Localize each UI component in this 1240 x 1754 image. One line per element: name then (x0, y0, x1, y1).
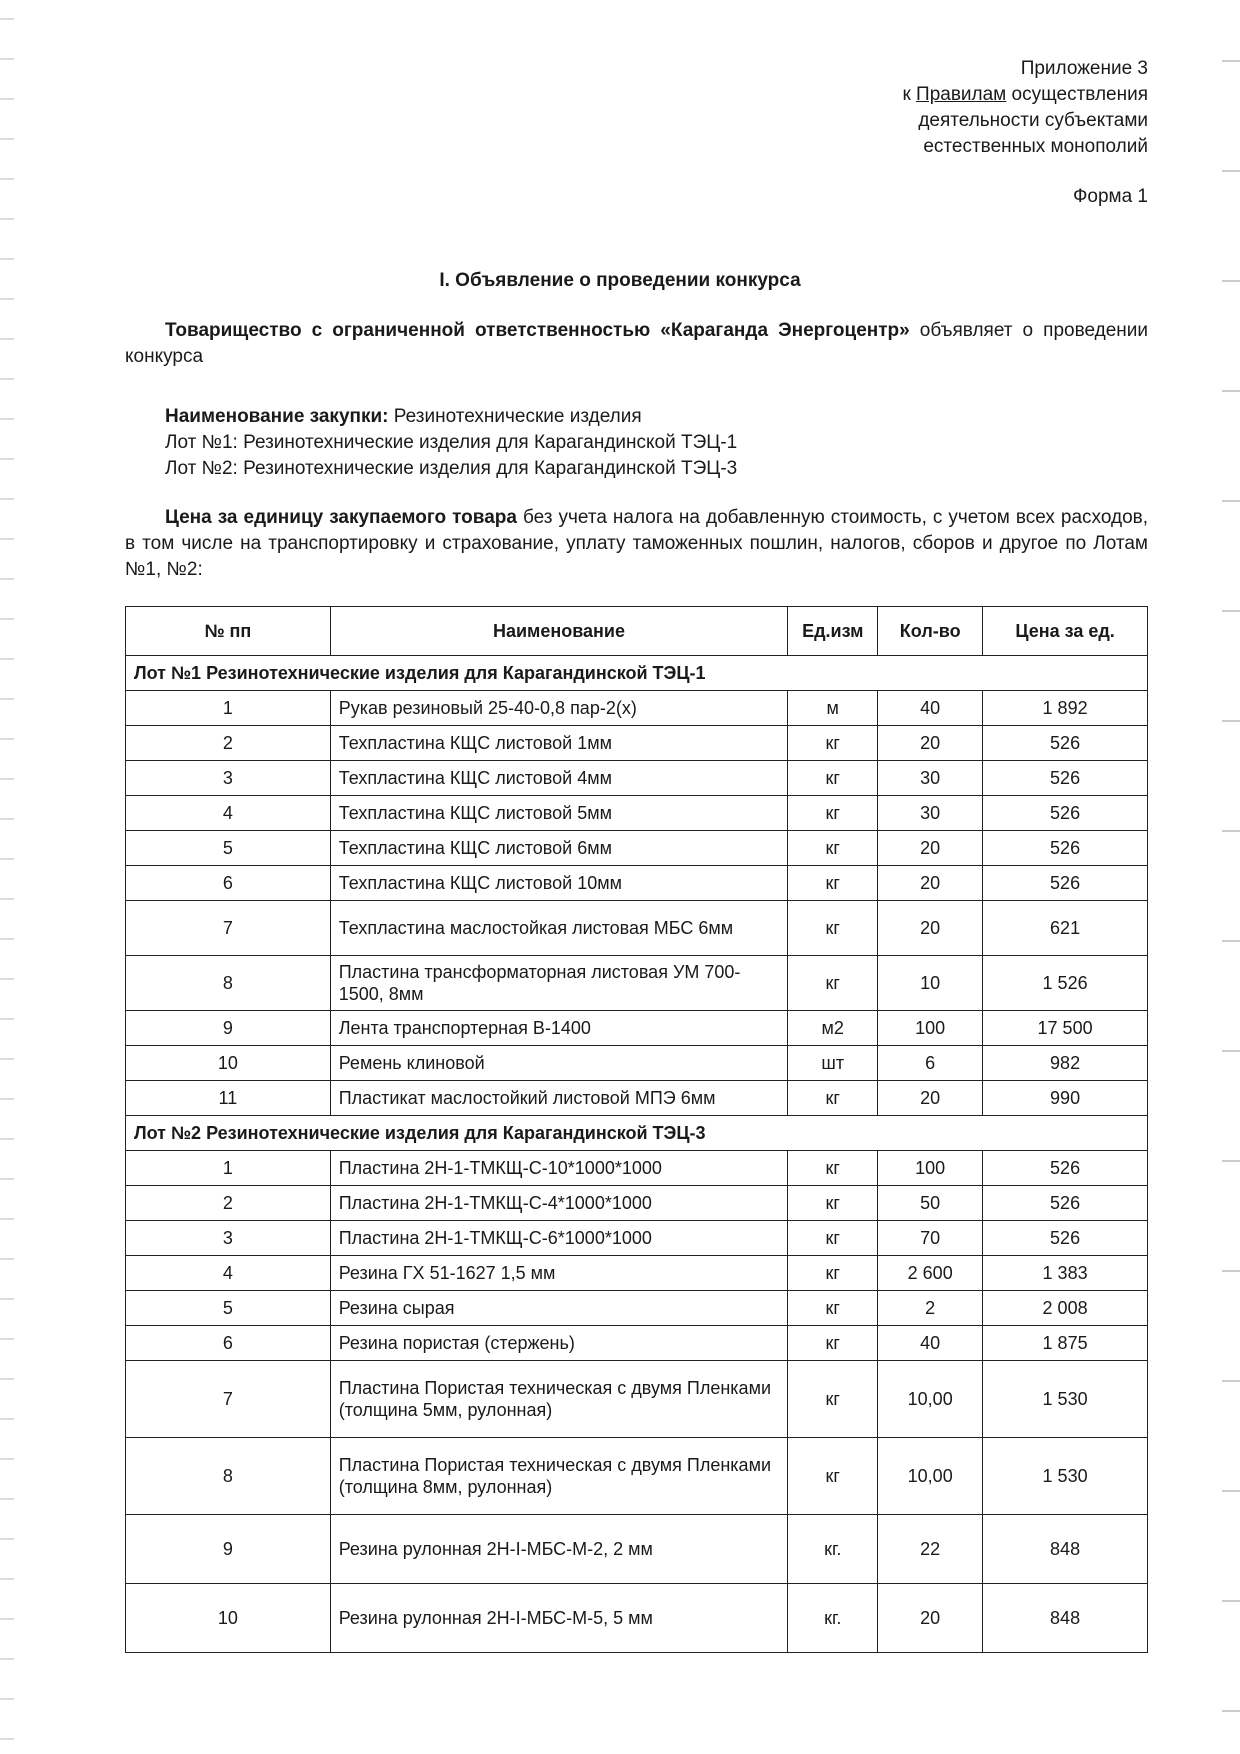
cell-name: Резина пористая (стержень) (330, 1326, 788, 1361)
cell-unit: кг (788, 1438, 878, 1515)
cell-unit: кг. (788, 1515, 878, 1584)
cell-number: 8 (126, 1438, 331, 1515)
cell-number: 4 (126, 1256, 331, 1291)
cell-name: Пластина Пористая техническая с двумя Пленками (толщина 5мм, рулонная) (330, 1361, 788, 1438)
cell-price: 526 (983, 761, 1148, 796)
cell-quantity: 20 (878, 1584, 983, 1653)
table-row (126, 761, 1148, 796)
cell-unit: кг (788, 1361, 878, 1438)
cell-name: Рукав резиновый 25-40-0,8 пар-2(х) (330, 691, 788, 726)
cell-name: Резина сырая (330, 1291, 788, 1326)
cell-name: Техпластина КЩС листовой 10мм (330, 866, 788, 901)
cell-number: 6 (126, 1326, 331, 1361)
cell-number: 10 (126, 1046, 331, 1081)
cell-number: 7 (126, 901, 331, 956)
cell-number: 8 (126, 956, 331, 1011)
cell-quantity: 70 (878, 1221, 983, 1256)
cell-unit: кг (788, 956, 878, 1011)
cell-number: 4 (126, 796, 331, 831)
header-number: № пп (126, 607, 331, 656)
cell-price: 526 (983, 1221, 1148, 1256)
cell-name: Резина рулонная 2Н-I-МБС-М-5, 5 мм (330, 1584, 788, 1653)
cell-unit: шт (788, 1046, 878, 1081)
table-row (126, 1046, 1148, 1081)
purchase-label: Наименование закупки: (165, 406, 389, 427)
price-note-paragraph (125, 505, 1148, 583)
cell-name: Резина рулонная 2Н-I-МБС-М-2, 2 мм (330, 1515, 788, 1584)
cell-unit: м2 (788, 1011, 878, 1046)
cell-unit: кг (788, 1151, 878, 1186)
price-note-bold: Цена за единицу закупаемого товара (165, 507, 517, 528)
cell-quantity: 6 (878, 1046, 983, 1081)
cell-quantity: 2 (878, 1291, 983, 1326)
cell-name: Техпластина КЩС листовой 4мм (330, 761, 788, 796)
cell-price: 990 (983, 1081, 1148, 1116)
cell-unit: кг (788, 1326, 878, 1361)
purchase-lot-1: Лот №1: Резинотехнические изделия для Карагандинской ТЭЦ-1 (165, 432, 738, 453)
lot-2-title: Лот №2 Резинотехнические изделия для Карагандинской ТЭЦ-3 (126, 1116, 1148, 1151)
cell-number: 5 (126, 831, 331, 866)
appendix-line-1: Приложение 3 (1020, 58, 1148, 79)
lot-1-title: Лот №1 Резинотехнические изделия для Карагандинской ТЭЦ-1 (126, 656, 1148, 691)
table-row (126, 691, 1148, 726)
cell-number: 3 (126, 761, 331, 796)
cell-quantity: 20 (878, 866, 983, 901)
cell-number: 2 (126, 1186, 331, 1221)
table-row (126, 1221, 1148, 1256)
cell-unit: кг (788, 901, 878, 956)
cell-unit: кг (788, 761, 878, 796)
cell-quantity: 50 (878, 1186, 983, 1221)
intro-paragraph (125, 318, 1148, 370)
cell-unit: кг (788, 1291, 878, 1326)
cell-price: 1 383 (983, 1256, 1148, 1291)
appendix-line-3: деятельности субъектами (918, 110, 1148, 131)
cell-name: Пластина Пористая техническая с двумя Пленками (толщина 8мм, рулонная) (330, 1438, 788, 1515)
scan-edge-right (1222, 0, 1240, 1754)
cell-price: 1 530 (983, 1438, 1148, 1515)
table-row (126, 1256, 1148, 1291)
cell-number: 1 (126, 1151, 331, 1186)
scan-edge-left (0, 0, 14, 1754)
cell-price: 1 530 (983, 1361, 1148, 1438)
page-title: I. Объявление о проведении конкурса (439, 270, 801, 291)
table-row (126, 1011, 1148, 1046)
form-label: Форма 1 (1072, 186, 1148, 207)
cell-quantity: 100 (878, 1151, 983, 1186)
cell-unit: кг. (788, 1584, 878, 1653)
table-row (126, 1515, 1148, 1584)
cell-number: 2 (126, 726, 331, 761)
cell-name: Техпластина КЩС листовой 6мм (330, 831, 788, 866)
cell-quantity: 10 (878, 956, 983, 1011)
cell-unit: кг (788, 1256, 878, 1291)
cell-number: 5 (126, 1291, 331, 1326)
purchase-name-line (165, 404, 737, 430)
cell-price: 526 (983, 726, 1148, 761)
cell-name: Пластина трансформаторная листовая УМ 700-1500, 8мм (330, 956, 788, 1011)
cell-number: 9 (126, 1011, 331, 1046)
cell-unit: кг (788, 796, 878, 831)
cell-quantity: 10,00 (878, 1438, 983, 1515)
cell-price: 526 (983, 866, 1148, 901)
appendix-line-4: естественных монополий (923, 136, 1148, 157)
cell-quantity: 20 (878, 726, 983, 761)
cell-quantity: 100 (878, 1011, 983, 1046)
cell-price: 982 (983, 1046, 1148, 1081)
cell-name: Пластина 2Н-1-ТМКЩ-С-4*1000*1000 (330, 1186, 788, 1221)
cell-unit: м (788, 691, 878, 726)
cell-name: Пластина 2Н-1-ТМКЩ-С-10*1000*1000 (330, 1151, 788, 1186)
cell-price: 526 (983, 796, 1148, 831)
cell-name: Резина ГХ 51-1627 1,5 мм (330, 1256, 788, 1291)
table-row (126, 1584, 1148, 1653)
table-header-row (126, 607, 1148, 656)
cell-number: 7 (126, 1361, 331, 1438)
cell-unit: кг (788, 1186, 878, 1221)
table-row (126, 1438, 1148, 1515)
cell-unit: кг (788, 866, 878, 901)
header-price: Цена за ед. (983, 607, 1148, 656)
table-row (126, 901, 1148, 956)
appendix-line-2 (902, 82, 1148, 108)
cell-quantity: 20 (878, 1081, 983, 1116)
appendix-line-2-suffix: осуществления (1006, 84, 1148, 105)
cell-number: 6 (126, 866, 331, 901)
cell-name: Ремень клиновой (330, 1046, 788, 1081)
cell-quantity: 40 (878, 1326, 983, 1361)
rules-link[interactable]: Правилам (916, 84, 1007, 105)
header-quantity: Кол-во (878, 607, 983, 656)
appendix-header (902, 56, 1148, 160)
header-unit: Ед.изм (788, 607, 878, 656)
table-row (126, 1291, 1148, 1326)
cell-price: 526 (983, 1186, 1148, 1221)
header-name: Наименование (330, 607, 788, 656)
cell-quantity: 10,00 (878, 1361, 983, 1438)
cell-name: Техпластина маслостойкая листовая МБС 6мм (330, 901, 788, 956)
cell-price: 1 875 (983, 1326, 1148, 1361)
cell-price: 621 (983, 901, 1148, 956)
lot-2-title-row (126, 1116, 1148, 1151)
cell-price: 848 (983, 1515, 1148, 1584)
organization-name: Товарищество с ограниченной ответственностью «Караганда Энергоцентр» (165, 320, 910, 341)
lot-1-title-row (126, 656, 1148, 691)
cell-number: 10 (126, 1584, 331, 1653)
table-row (126, 1361, 1148, 1438)
table-row (126, 831, 1148, 866)
cell-quantity: 20 (878, 901, 983, 956)
cell-name: Техпластина КЩС листовой 1мм (330, 726, 788, 761)
cell-name: Лента транспортерная В-1400 (330, 1011, 788, 1046)
table-row (126, 1326, 1148, 1361)
cell-name: Пластикат маслостойкий листовой МПЭ 6мм (330, 1081, 788, 1116)
purchase-lot-2: Лот №2: Резинотехнические изделия для Карагандинской ТЭЦ-3 (165, 458, 738, 479)
table-row (126, 726, 1148, 761)
cell-price: 1 526 (983, 956, 1148, 1011)
cell-name: Техпластина КЩС листовой 5мм (330, 796, 788, 831)
cell-quantity: 30 (878, 796, 983, 831)
items-table (125, 606, 1148, 1653)
cell-unit: кг (788, 1081, 878, 1116)
appendix-line-2-prefix: к (902, 84, 917, 105)
cell-price: 848 (983, 1584, 1148, 1653)
cell-number: 11 (126, 1081, 331, 1116)
cell-unit: кг (788, 1221, 878, 1256)
price-note-rest: без учета налога на добавленную стоимость, с учетом всех расходов, в том числе на транспортировку и страхование, уплату таможенных пошлин, налогов, сборов и другое по Лотам №1, №2: (125, 507, 1149, 580)
cell-number: 9 (126, 1515, 331, 1584)
cell-number: 1 (126, 691, 331, 726)
cell-quantity: 20 (878, 831, 983, 866)
cell-price: 1 892 (983, 691, 1148, 726)
cell-price: 526 (983, 1151, 1148, 1186)
purchase-block (165, 404, 737, 482)
table-row (126, 1081, 1148, 1116)
cell-name: Пластина 2Н-1-ТМКЩ-С-6*1000*1000 (330, 1221, 788, 1256)
table-row (126, 866, 1148, 901)
purchase-value: Резинотехнические изделия (388, 406, 642, 427)
cell-unit: кг (788, 831, 878, 866)
table-row (126, 1186, 1148, 1221)
cell-quantity: 30 (878, 761, 983, 796)
cell-number: 3 (126, 1221, 331, 1256)
cell-price: 526 (983, 831, 1148, 866)
table-row (126, 1151, 1148, 1186)
cell-price: 2 008 (983, 1291, 1148, 1326)
cell-quantity: 22 (878, 1515, 983, 1584)
table-row (126, 956, 1148, 1011)
cell-quantity: 2 600 (878, 1256, 983, 1291)
cell-price: 17 500 (983, 1011, 1148, 1046)
cell-unit: кг (788, 726, 878, 761)
cell-quantity: 40 (878, 691, 983, 726)
intro-rest: объявляет о проведении конкурса (125, 320, 1148, 367)
table-row (126, 796, 1148, 831)
